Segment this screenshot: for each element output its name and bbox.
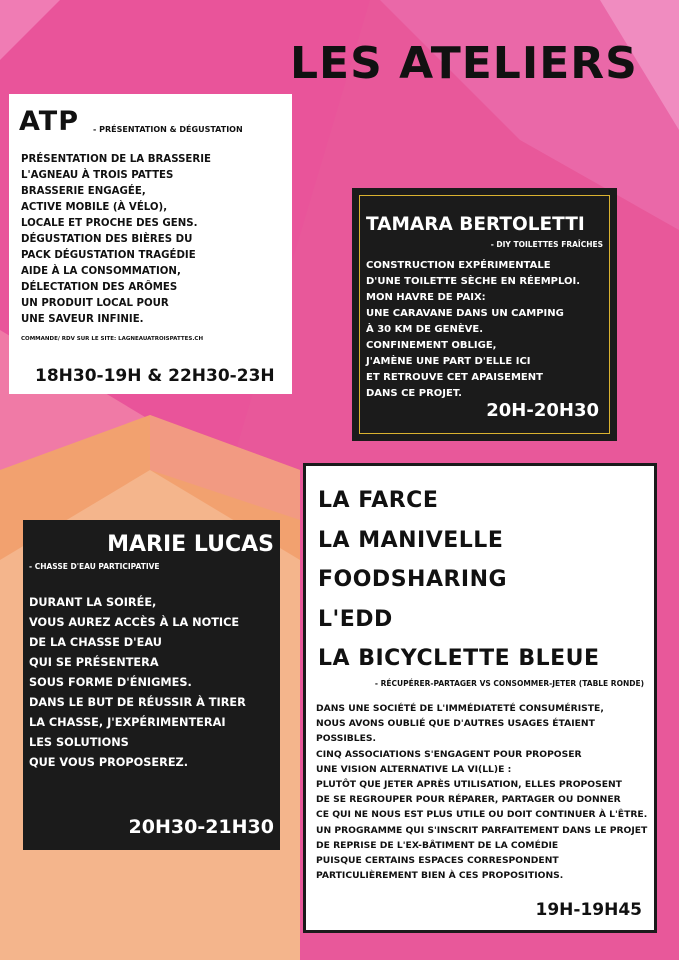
description-line: ET RETROUVE CET APAISEMENT xyxy=(366,372,543,383)
description-line: NOUS AVONS OUBLIÉ QUE D'AUTRES USAGES ÉTAIENT POSSIBLES. xyxy=(316,718,595,745)
workshop-description xyxy=(366,258,606,402)
description-line: ACTIVE MOBILE (À VÉLO), xyxy=(21,202,168,213)
description-line: D'UNE TOILETTE SÈCHE EN RÉEMPLOI. xyxy=(366,276,581,287)
association-name: L'EDD xyxy=(318,606,393,632)
description-line: LOCALE ET PROCHE DES GENS. xyxy=(21,218,198,229)
workshop-description xyxy=(316,701,656,883)
description-line: UN PRODUIT LOCAL POUR xyxy=(21,298,169,309)
workshop-title: ATP xyxy=(19,106,80,137)
description-line: LA CHASSE, J'EXPÉRIMENTERAI xyxy=(29,716,226,729)
workshop-description xyxy=(29,593,279,773)
description-line: L'AGNEAU À TROIS PATTES xyxy=(21,170,174,181)
description-line: UN PROGRAMME QUI S'INSCRIT PARFAITEMENT DANS LE PROJET xyxy=(316,824,648,836)
description-line: DANS UNE SOCIÉTÉ DE L'IMMÉDIATETÉ CONSUMÉRISTE, xyxy=(316,703,604,714)
description-line: UNE SAVEUR INFINIE. xyxy=(21,314,144,325)
workshop-subtitle: - CHASSE D'EAU PARTICIPATIVE xyxy=(29,562,160,571)
workshop-description xyxy=(21,152,291,328)
workshop-time: 20H30-21H30 xyxy=(128,816,274,838)
workshop-round-table-card xyxy=(303,463,657,933)
description-line: PUISQUE CERTAINS ESPACES CORRESPONDENT xyxy=(316,855,559,867)
workshop-tamara-card xyxy=(352,188,617,441)
description-line: DURANT LA SOIRÉE, xyxy=(29,596,157,609)
description-line: AIDE À LA CONSOMMATION, xyxy=(21,266,181,277)
workshop-time: 20H-20H30 xyxy=(486,400,599,421)
description-line: PACK DÉGUSTATION TRAGÉDIE xyxy=(21,250,196,261)
description-line: DÉGUSTATION DES BIÈRES DU xyxy=(21,234,193,245)
description-line: UNE CARAVANE DANS UN CAMPING xyxy=(366,308,564,319)
association-name: LA BICYCLETTE BLEUE xyxy=(318,646,600,671)
description-line: CE QUI NE NOUS EST PLUS UTILE OU DOIT CONTINUER À L'ÊTRE. xyxy=(316,809,648,821)
description-line: DE REPRISE DE L'EX-BÂTIMENT DE LA COMÉDIE xyxy=(316,839,559,851)
workshop-time: 18H30-19H & 22H30-23H xyxy=(35,366,275,386)
description-line: DE SE REGROUPER POUR RÉPARER, PARTAGER OU DONNER xyxy=(316,794,621,806)
description-line: BRASSERIE ENGAGÉE, xyxy=(21,186,146,197)
association-name: FOODSHARING xyxy=(318,567,508,592)
workshop-title: TAMARA BERTOLETTI xyxy=(366,214,585,235)
description-line: PARTICULIÈREMENT BIEN À CES PROPOSITIONS. xyxy=(316,870,564,882)
description-line: J'AMÈNE UNE PART D'ELLE ICI xyxy=(366,356,531,367)
workshop-marie-card xyxy=(23,520,280,850)
description-line: CINQ ASSOCIATIONS S'ENGAGENT POUR PROPOSER xyxy=(316,748,582,760)
description-line: QUI SE PRÉSENTERA xyxy=(29,656,159,669)
description-line: PRÉSENTATION DE LA BRASSERIE xyxy=(21,154,211,165)
description-line: DE LA CHASSE D'EAU xyxy=(29,636,162,649)
workshop-title: MARIE LUCAS xyxy=(107,532,274,557)
workshop-atp-card xyxy=(9,94,292,394)
description-line: DÉLECTATION DES ARÔMES xyxy=(21,282,178,293)
description-line: DANS LE BUT DE RÉUSSIR À TIRER xyxy=(29,696,246,709)
association-list xyxy=(318,481,600,679)
booking-note: COMMANDE/ RDV SUR LE SITE: LAGNEAUATROISPATTES.CH xyxy=(21,336,204,342)
description-line: VOUS AUREZ ACCÈS À LA NOTICE xyxy=(29,616,240,629)
association-name: LA FARCE xyxy=(318,488,439,513)
workshop-subtitle: - PRÉSENTATION & DÉGUSTATION xyxy=(93,125,243,134)
workshop-subtitle: - DIY TOILETTES FRAÎCHES xyxy=(490,240,603,249)
description-line: CONSTRUCTION EXPÉRIMENTALE xyxy=(366,260,551,271)
description-line: PLUTÔT QUE JETER APRÈS UTILISATION, ELLES PROPOSENT xyxy=(316,779,622,791)
description-line: MON HAVRE DE PAIX: xyxy=(366,292,486,303)
description-line: DANS CE PROJET. xyxy=(366,388,462,399)
description-line: LES SOLUTIONS xyxy=(29,736,129,749)
description-line: CONFINEMENT OBLIGE, xyxy=(366,340,497,351)
association-name: LA MANIVELLE xyxy=(318,527,504,553)
description-line: QUE VOUS PROPOSEREZ. xyxy=(29,756,189,769)
page-title: LES ATELIERS xyxy=(290,38,638,89)
description-line: À 30 KM DE GENÈVE. xyxy=(366,324,484,335)
description-line: SOUS FORME D'ÉNIGMES. xyxy=(29,676,192,689)
description-line: UNE VISION ALTERNATIVE LA VI(LL)E : xyxy=(316,763,512,775)
workshop-time: 19H-19H45 xyxy=(535,900,642,920)
workshop-subtitle: - RÉCUPÉRER-PARTAGER VS CONSOMMER-JETER (TABLE RONDE) xyxy=(374,679,644,688)
